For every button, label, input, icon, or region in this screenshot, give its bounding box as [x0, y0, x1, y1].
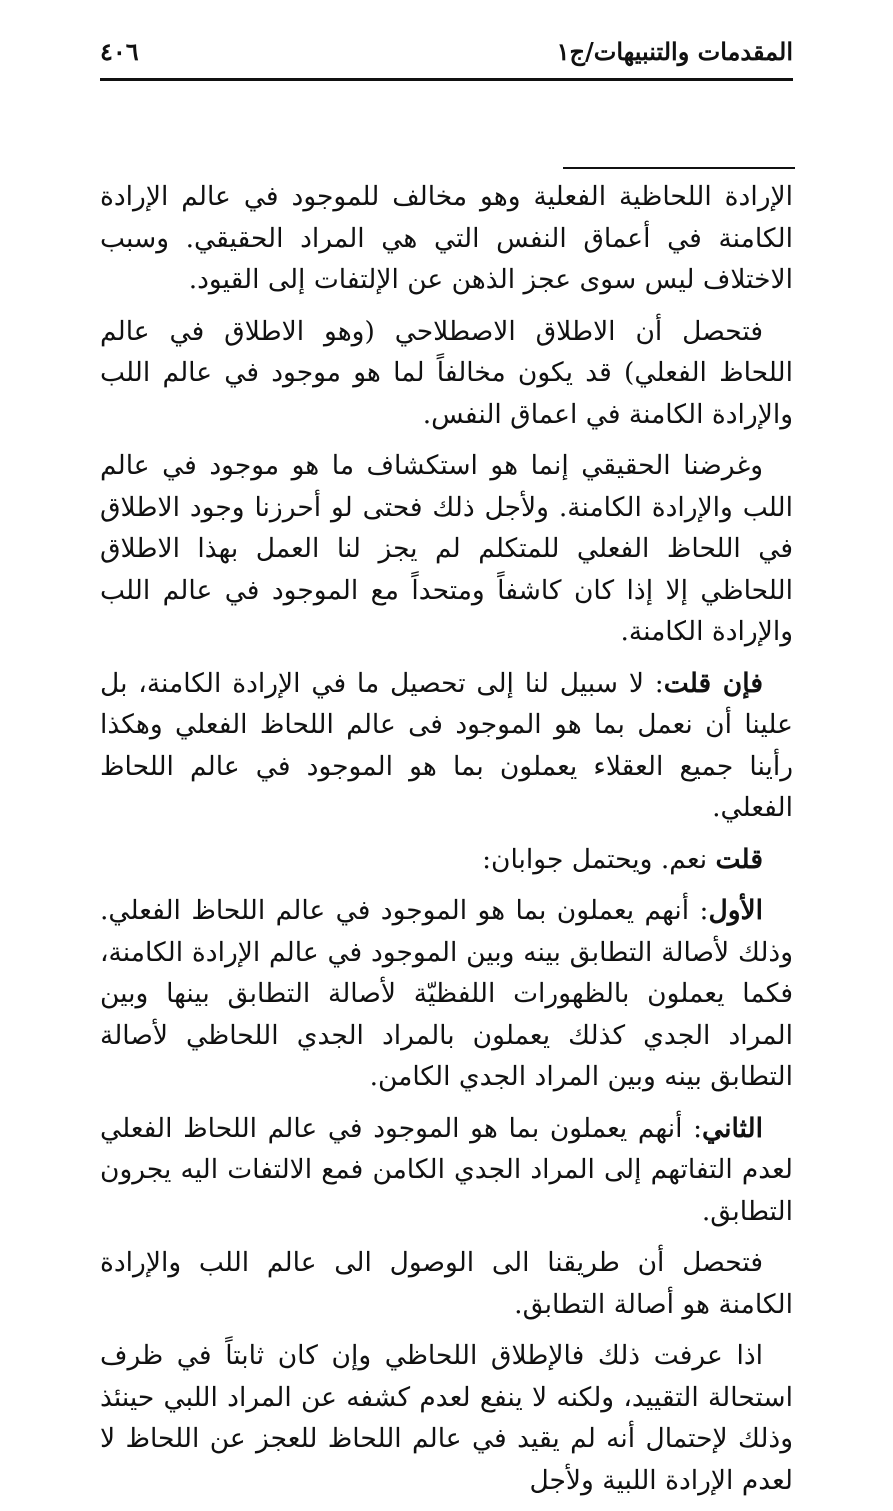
paragraph-text: : لا سبيل لنا إلى تحصيل ما في الإرادة الكامنة، بل علينا أن نعمل بما هو الموجود فى عالم اللحاظ الفعلي وهكذا رأينا جميع العقلاء يعملون بما هو الموجود في عالم اللحاظ الفعلي.	[100, 667, 793, 823]
paragraph-lead: قلت	[715, 843, 763, 875]
paragraph-text: : أنهم يعملون بما هو الموجود في عالم اللحاظ الفعلي لعدم التفاتهم إلى المراد الجدي الكامن فمع الالتفات اليه يجرون التطابق.	[100, 1112, 793, 1227]
paragraph	[100, 311, 793, 436]
page-header	[100, 28, 793, 74]
paragraph	[100, 1108, 793, 1233]
body-text	[100, 176, 793, 1511]
paragraph	[100, 663, 793, 829]
running-title: المقدمات والتنبيهات/ج١	[556, 36, 793, 66]
paragraph-text: الإرادة اللحاظية الفعلية وهو مخالف للموجود في عالم الإرادة الكامنة في أعماق النفس التي هي المراد الحقيقي. وسبب الاختلاف ليس سوى عجز الذهن عن الإلتفات إلى القيود.	[100, 181, 793, 295]
paragraph-lead: الأول	[708, 895, 763, 926]
paragraph	[100, 176, 793, 301]
page-number: ٤٠٦	[100, 36, 139, 66]
paragraph	[100, 890, 793, 1098]
paragraph	[100, 445, 793, 653]
footnote-separator	[563, 167, 795, 169]
paragraph-text: فتحصل أن الاطلاق الاصطلاحي (وهو الاطلاق في عالم اللحاظ الفعلي) قد يكون مخالفاً لما هو موجود في عالم اللب والإرادة الكامنة في اعماق النفس.	[100, 315, 793, 430]
paragraph	[100, 1242, 793, 1325]
header-rule	[100, 78, 793, 81]
paragraph-text: وغرضنا الحقيقي إنما هو استكشاف ما هو موجود في عالم اللب والإرادة الكامنة. ولأجل ذلك فحتى لو أحرزنا وجود الاطلاق في اللحاظ الفعلي للمتكلم لم يجز لنا العمل بهذا الاطلاق اللحاظي إلا إذا كان كاشفاً ومتحداً مع الموجود في عالم اللب والإرادة الكامنة.	[100, 450, 793, 647]
paragraph-text: نعم. ويحتمل جوابان:	[482, 843, 716, 875]
paragraph	[100, 839, 793, 881]
paragraph	[100, 1335, 793, 1501]
paragraph-lead: الثاني	[702, 1112, 763, 1144]
paragraph-text: فتحصل أن طريقنا الى الوصول الى عالم اللب والإرادة الكامنة هو أصالة التطابق.	[100, 1247, 793, 1320]
paragraph-text: اذا عرفت ذلك فالإطلاق اللحاظي وإن كان ثابتاً في ظرف استحالة التقييد، ولكنه لا ينفع لعدم كشفه عن المراد اللبي حينئذ وذلك لإحتمال أنه لم يقيد في عالم اللحاظ للعجز عن اللحاظ لا لعدم الإرادة اللبية ولأجل	[100, 1340, 793, 1496]
paragraph-text: : أنهم يعملون بما هو الموجود في عالم اللحاظ الفعلي. وذلك لأصالة التطابق بينه وبين الموجود في عالم الإرادة الكامنة، فكما يعملون بالظهورات اللفظيّة لأصالة التطابق بينها وبين المراد الجدي كذلك يعملون بالمراد الجدي اللحاظي لأصالة التطابق بينه وبين المراد الجدي الكامن.	[100, 895, 793, 1092]
paragraph-lead: فإن قلت	[663, 667, 763, 699]
